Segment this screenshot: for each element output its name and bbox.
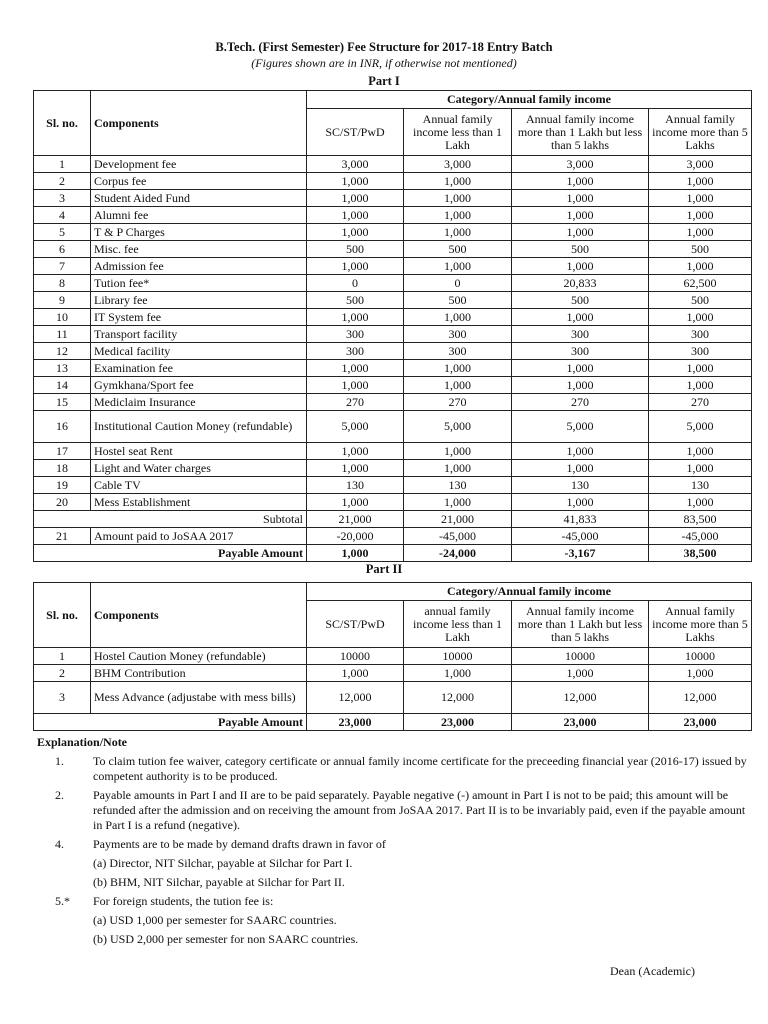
part1-fee-table <box>33 90 752 562</box>
table-row <box>34 477 752 494</box>
sl-cell: 2 <box>34 173 91 190</box>
payable-amount-cell: 38,500 <box>649 545 752 562</box>
component-cell: Institutional Caution Money (refundable) <box>91 411 307 443</box>
sl-cell: 6 <box>34 241 91 258</box>
components-header: Components <box>91 91 307 156</box>
sl-cell: 1 <box>34 648 91 665</box>
payable-amount-cell: 1,000 <box>307 545 404 562</box>
document-subtitle: (Figures shown are in INR, if otherwise not mentioned) <box>251 56 517 70</box>
table-row <box>34 173 752 190</box>
table-row <box>34 292 752 309</box>
amount-cell: 1,000 <box>512 190 649 207</box>
amount-cell: 500 <box>649 292 752 309</box>
amount-cell: 500 <box>512 241 649 258</box>
amount-cell: 5,000 <box>512 411 649 443</box>
payable-amount-cell: 23,000 <box>307 714 404 731</box>
amount-cell: 3,000 <box>307 156 404 173</box>
amount-cell: 1,000 <box>307 224 404 241</box>
amount-cell: 1,000 <box>404 494 512 511</box>
amount-cell: 12,000 <box>512 682 649 714</box>
component-cell: BHM Contribution <box>91 665 307 682</box>
amount-cell: 300 <box>512 343 649 360</box>
amount-cell: 1,000 <box>512 360 649 377</box>
category-header: Category/Annual family income <box>307 91 752 109</box>
amount-cell: 1,000 <box>649 360 752 377</box>
amount-cell: 1,000 <box>649 224 752 241</box>
payable-row <box>34 714 752 731</box>
table-row <box>34 207 752 224</box>
sl-cell: 4 <box>34 207 91 224</box>
col-header: Annual family income more than 5 Lakhs <box>649 601 752 648</box>
amount-cell: 300 <box>649 343 752 360</box>
amount-cell: 3,000 <box>512 156 649 173</box>
amount-cell: 21,000 <box>404 511 512 528</box>
amount-cell: 270 <box>649 394 752 411</box>
component-cell: Tution fee* <box>91 275 307 292</box>
notes-heading: Explanation/Note <box>37 735 128 749</box>
table-row <box>34 682 752 714</box>
document-title: B.Tech. (First Semester) Fee Structure for 2017-18 Entry Batch <box>215 40 553 54</box>
component-cell: Transport facility <box>91 326 307 343</box>
explanation-notes <box>37 735 757 951</box>
amount-cell: -45,000 <box>649 528 752 545</box>
amount-cell: 1,000 <box>404 443 512 460</box>
note-subitem: (a) Director, NIT Silchar, payable at Silchar for Part I. <box>93 856 353 870</box>
sl-cell: 16 <box>34 411 91 443</box>
amount-cell: 1,000 <box>404 207 512 224</box>
signature: Dean (Academic) <box>610 964 695 978</box>
sl-cell: 17 <box>34 443 91 460</box>
amount-cell: 1,000 <box>404 190 512 207</box>
amount-cell: 1,000 <box>512 207 649 224</box>
sl-cell: 7 <box>34 258 91 275</box>
amount-cell: 270 <box>512 394 649 411</box>
table-row <box>34 377 752 394</box>
sl-cell: 12 <box>34 343 91 360</box>
amount-cell: 1,000 <box>649 494 752 511</box>
component-cell: Medical facility <box>91 343 307 360</box>
note-number: 4. <box>55 837 64 851</box>
sl-cell: 5 <box>34 224 91 241</box>
amount-cell: 1,000 <box>404 224 512 241</box>
amount-cell: 1,000 <box>404 360 512 377</box>
amount-cell: 1,000 <box>649 377 752 394</box>
component-cell: Mess Establishment <box>91 494 307 511</box>
note-text: Payments are to be made by demand drafts drawn in favor of <box>93 837 386 851</box>
amount-cell: 300 <box>404 326 512 343</box>
amount-cell: 130 <box>649 477 752 494</box>
note-text: For foreign students, the tution fee is: <box>93 894 274 908</box>
josaa-row <box>34 528 752 545</box>
amount-cell: 3,000 <box>404 156 512 173</box>
amount-cell: 1,000 <box>307 377 404 394</box>
amount-cell: 1,000 <box>307 360 404 377</box>
table-row <box>34 648 752 665</box>
amount-cell: 1,000 <box>512 258 649 275</box>
part2-heading: Part II <box>365 562 403 576</box>
amount-cell: 1,000 <box>512 665 649 682</box>
amount-cell: 1,000 <box>512 173 649 190</box>
amount-cell: 300 <box>307 343 404 360</box>
table-row <box>34 326 752 343</box>
component-cell: Misc. fee <box>91 241 307 258</box>
col-header: Annual family income more than 1 Lakh but less than 5 lakhs <box>512 601 649 648</box>
col-header: SC/ST/PwD <box>307 109 404 156</box>
table-row <box>34 241 752 258</box>
payable-label: Payable Amount <box>34 545 307 562</box>
note-subitem: (b) BHM, NIT Silchar, payable at Silchar for Part II. <box>93 875 345 889</box>
amount-cell: 10000 <box>404 648 512 665</box>
amount-cell: 1,000 <box>307 258 404 275</box>
amount-cell: 500 <box>404 292 512 309</box>
note-item <box>37 788 757 833</box>
amount-cell: 1,000 <box>307 665 404 682</box>
amount-cell: 1,000 <box>649 258 752 275</box>
table-row <box>34 360 752 377</box>
amount-cell: 83,500 <box>649 511 752 528</box>
amount-cell: 500 <box>512 292 649 309</box>
payable-amount-cell: -24,000 <box>404 545 512 562</box>
amount-cell: 1,000 <box>307 309 404 326</box>
sl-cell: 15 <box>34 394 91 411</box>
amount-cell: 0 <box>404 275 512 292</box>
sl-cell: 10 <box>34 309 91 326</box>
amount-cell: 1,000 <box>512 494 649 511</box>
amount-cell: 1,000 <box>404 665 512 682</box>
amount-cell: 12,000 <box>307 682 404 714</box>
component-cell: Student Aided Fund <box>91 190 307 207</box>
amount-cell: 1,000 <box>649 190 752 207</box>
sl-cell: 9 <box>34 292 91 309</box>
col-header: SC/ST/PwD <box>307 601 404 648</box>
amount-cell: 62,500 <box>649 275 752 292</box>
table-row <box>34 411 752 443</box>
component-cell: Light and Water charges <box>91 460 307 477</box>
amount-cell: 1,000 <box>404 460 512 477</box>
amount-cell: 1,000 <box>512 460 649 477</box>
amount-cell: -45,000 <box>512 528 649 545</box>
payable-row <box>34 545 752 562</box>
sl-cell: 3 <box>34 190 91 207</box>
amount-cell: 1,000 <box>404 309 512 326</box>
part1-heading: Part I <box>368 74 400 88</box>
amount-cell: 1,000 <box>307 190 404 207</box>
amount-cell: 1,000 <box>649 309 752 326</box>
note-number: 1. <box>55 754 64 768</box>
table-row <box>34 665 752 682</box>
component-cell: Examination fee <box>91 360 307 377</box>
component-cell: Gymkhana/Sport fee <box>91 377 307 394</box>
component-cell: Alumni fee <box>91 207 307 224</box>
components-header: Components <box>91 583 307 648</box>
amount-cell: -45,000 <box>404 528 512 545</box>
amount-cell: 3,000 <box>649 156 752 173</box>
category-header: Category/Annual family income <box>307 583 752 601</box>
amount-cell: 500 <box>404 241 512 258</box>
payable-label: Payable Amount <box>34 714 307 731</box>
sl-cell: 20 <box>34 494 91 511</box>
sl-cell: 1 <box>34 156 91 173</box>
amount-cell: 1,000 <box>512 224 649 241</box>
amount-cell: 1,000 <box>512 377 649 394</box>
amount-cell: 1,000 <box>307 460 404 477</box>
component-cell: Amount paid to JoSAA 2017 <box>91 528 307 545</box>
amount-cell: 270 <box>404 394 512 411</box>
amount-cell: 1,000 <box>649 665 752 682</box>
amount-cell: 12,000 <box>404 682 512 714</box>
subtotal-row <box>34 511 752 528</box>
table-row <box>34 394 752 411</box>
component-cell: Mediclaim Insurance <box>91 394 307 411</box>
component-cell: IT System fee <box>91 309 307 326</box>
amount-cell: 300 <box>404 343 512 360</box>
amount-cell: 5,000 <box>404 411 512 443</box>
component-cell: Library fee <box>91 292 307 309</box>
table-row <box>34 190 752 207</box>
component-cell: Mess Advance (adjustabe with mess bills) <box>91 682 307 714</box>
sl-cell: 19 <box>34 477 91 494</box>
amount-cell: 1,000 <box>307 494 404 511</box>
note-item <box>37 894 757 909</box>
amount-cell: 130 <box>404 477 512 494</box>
amount-cell: 130 <box>512 477 649 494</box>
amount-cell: 300 <box>512 326 649 343</box>
note-text: To claim tution fee waiver, category certificate or annual family income certificate for the preceeding financial year (2016-17) issued by competent authority is to be produced. <box>93 754 747 783</box>
amount-cell: 1,000 <box>512 443 649 460</box>
amount-cell: 0 <box>307 275 404 292</box>
amount-cell: 1,000 <box>307 207 404 224</box>
component-cell: Hostel seat Rent <box>91 443 307 460</box>
component-cell: Development fee <box>91 156 307 173</box>
amount-cell: 1,000 <box>404 173 512 190</box>
amount-cell: 1,000 <box>404 377 512 394</box>
amount-cell: 10000 <box>512 648 649 665</box>
table-row <box>34 494 752 511</box>
table-row <box>34 309 752 326</box>
table-row <box>34 224 752 241</box>
payable-amount-cell: 23,000 <box>404 714 512 731</box>
sl-cell: 3 <box>34 682 91 714</box>
sl-header: Sl. no. <box>34 583 91 648</box>
col-header: annual family income less than 1 Lakh <box>404 601 512 648</box>
amount-cell: 300 <box>307 326 404 343</box>
table-row <box>34 343 752 360</box>
amount-cell: 500 <box>307 292 404 309</box>
table-row <box>34 258 752 275</box>
sl-cell: 18 <box>34 460 91 477</box>
sl-cell: 14 <box>34 377 91 394</box>
amount-cell: 21,000 <box>307 511 404 528</box>
amount-cell: 1,000 <box>512 309 649 326</box>
sl-cell: 21 <box>34 528 91 545</box>
table-row <box>34 443 752 460</box>
sl-cell: 13 <box>34 360 91 377</box>
note-number: 5.* <box>55 894 70 908</box>
col-header: Annual family income more than 5 Lakhs <box>649 109 752 156</box>
amount-cell: 1,000 <box>307 173 404 190</box>
payable-amount-cell: 23,000 <box>512 714 649 731</box>
amount-cell: 1,000 <box>404 258 512 275</box>
amount-cell: 1,000 <box>649 207 752 224</box>
note-text: Payable amounts in Part I and II are to be paid separately. Payable negative (-) amount in Part I is not to be paid; this amount will be refunded after the admission and on receiving the amount from JoSAA 2017. Part II is to be invariably paid, even if the payable amount in Part I is a refund (negative). <box>93 788 746 832</box>
note-item <box>37 837 757 852</box>
component-cell: T & P Charges <box>91 224 307 241</box>
amount-cell: 12,000 <box>649 682 752 714</box>
component-cell: Admission fee <box>91 258 307 275</box>
component-cell: Cable TV <box>91 477 307 494</box>
amount-cell: 300 <box>649 326 752 343</box>
amount-cell: 130 <box>307 477 404 494</box>
amount-cell: 20,833 <box>512 275 649 292</box>
amount-cell: -20,000 <box>307 528 404 545</box>
table-row <box>34 460 752 477</box>
amount-cell: 10000 <box>649 648 752 665</box>
note-subitem: (a) USD 1,000 per semester for SAARC countries. <box>93 913 337 927</box>
payable-amount-cell: 23,000 <box>649 714 752 731</box>
payable-amount-cell: -3,167 <box>512 545 649 562</box>
amount-cell: 41,833 <box>512 511 649 528</box>
amount-cell: 5,000 <box>307 411 404 443</box>
table-row <box>34 275 752 292</box>
col-header: Annual family income less than 1 Lakh <box>404 109 512 156</box>
note-subitem: (b) USD 2,000 per semester for non SAARC countries. <box>93 932 359 946</box>
table-row <box>34 156 752 173</box>
amount-cell: 270 <box>307 394 404 411</box>
amount-cell: 1,000 <box>649 443 752 460</box>
note-item <box>37 754 757 784</box>
amount-cell: 1,000 <box>649 173 752 190</box>
amount-cell: 1,000 <box>649 460 752 477</box>
amount-cell: 500 <box>307 241 404 258</box>
sl-cell: 11 <box>34 326 91 343</box>
note-number: 2. <box>55 788 64 802</box>
subtotal-label: Subtotal <box>34 511 307 528</box>
component-cell: Corpus fee <box>91 173 307 190</box>
sl-cell: 8 <box>34 275 91 292</box>
amount-cell: 10000 <box>307 648 404 665</box>
col-header: Annual family income more than 1 Lakh but less than 5 lakhs <box>512 109 649 156</box>
sl-header: Sl. no. <box>34 91 91 156</box>
amount-cell: 5,000 <box>649 411 752 443</box>
amount-cell: 1,000 <box>307 443 404 460</box>
amount-cell: 500 <box>649 241 752 258</box>
component-cell: Hostel Caution Money (refundable) <box>91 648 307 665</box>
part2-fee-table <box>33 582 752 731</box>
sl-cell: 2 <box>34 665 91 682</box>
